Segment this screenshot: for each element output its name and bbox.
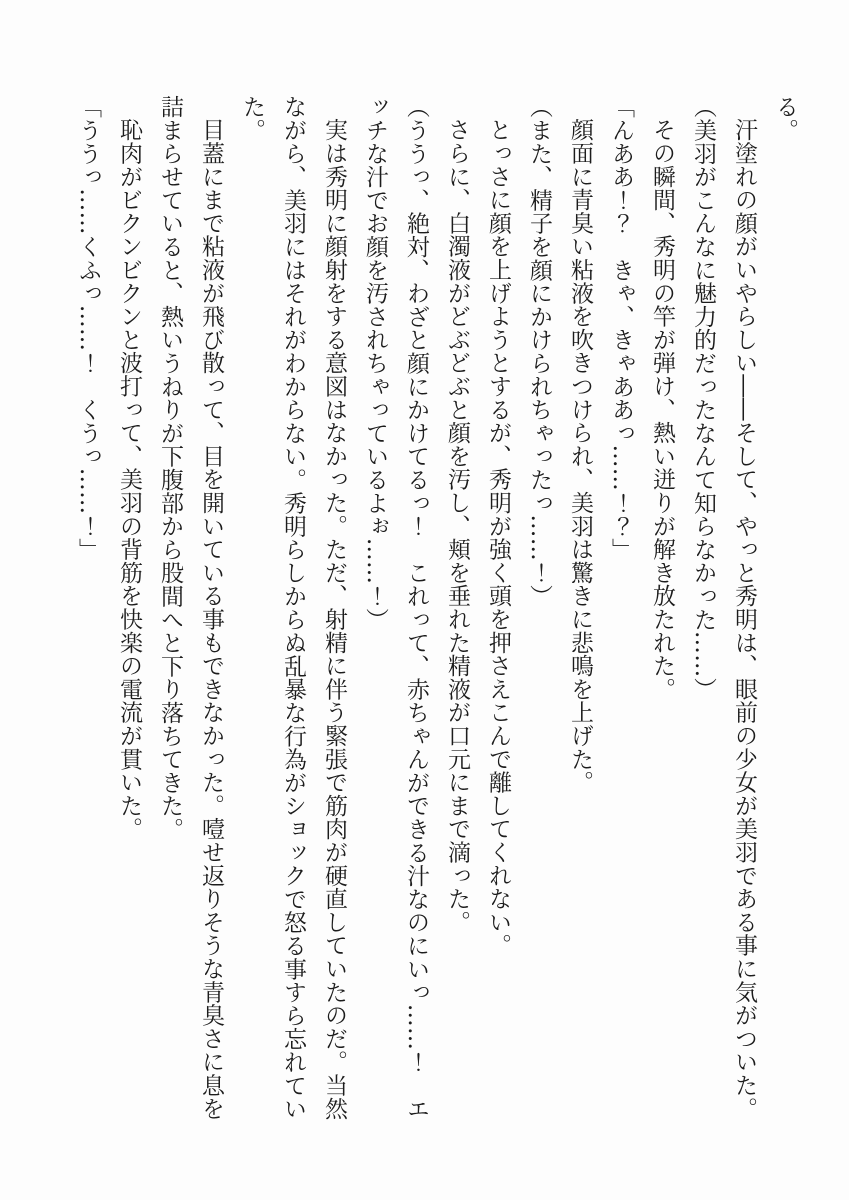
text-line: さらに、白濁液がどぶどぶと顔を汚し、頬を垂れた精液が口元にまで滴った。 (444, 118, 470, 934)
text-line: ッチな汁でお顔を汚されちゃっているよぉ……！） (362, 95, 388, 631)
text-line: 実は秀明に顔射をする意図はなかった。ただ、射精に伴う緊張で筋肉が硬直していたのだ。当然 (321, 118, 347, 1120)
text-line: 汗塗れの顔がいやらしい――そして、やっと秀明は、眼前の少女が美羽である事に気がついた。 (731, 118, 757, 1120)
text-line: 「んああ！？ きゃ、きゃああっ……！？」 (608, 95, 634, 561)
text-line: （美羽がこんなに魅力的だったなんて知らなかった……） (690, 95, 716, 701)
text-line: 顔面に青臭い粘液を吹きつけられ、美羽は驚きに悲鳴を上げた。 (567, 118, 593, 794)
text-line: 目蓋にまで粘液が飛び散って、目を開いている事もできなかった。噎せ返りそうな青臭さに息を (198, 118, 224, 1120)
text-line: とっさに顔を上げようとするが、秀明が強く頭を押さえこんで離してくれない。 (485, 118, 511, 957)
text-line: 詰まらせていると、熱いうねりが下腹部から股間へと下り落ちてきた。 (157, 95, 183, 841)
text-line: 恥肉がビクンビクンと波打って、美羽の背筋を快楽の電流が貫いた。 (116, 118, 142, 841)
text-line: その瞬間、秀明の竿が弾け、熱い迸りが解き放たれた。 (649, 118, 675, 701)
text-line: る。 (772, 95, 798, 142)
text-line: （また、精子を顔にかけられちゃったっ……！） (526, 95, 552, 608)
text-line: た。 (239, 95, 265, 142)
text-line: ながら、美羽にはそれがわからない。秀明らしからぬ乱暴な行為がショックで怒る事すら忘れてい (280, 95, 306, 1121)
vertical-text-block (67, 95, 805, 1121)
text-line: （ううっ、絶対、わざと顔にかけてるっ！ これって、赤ちゃんができる汁なのにいっ……！ エ (403, 95, 429, 1121)
text-line: 「ううっ……くふっ……！ くうっ……！」 (75, 95, 101, 561)
